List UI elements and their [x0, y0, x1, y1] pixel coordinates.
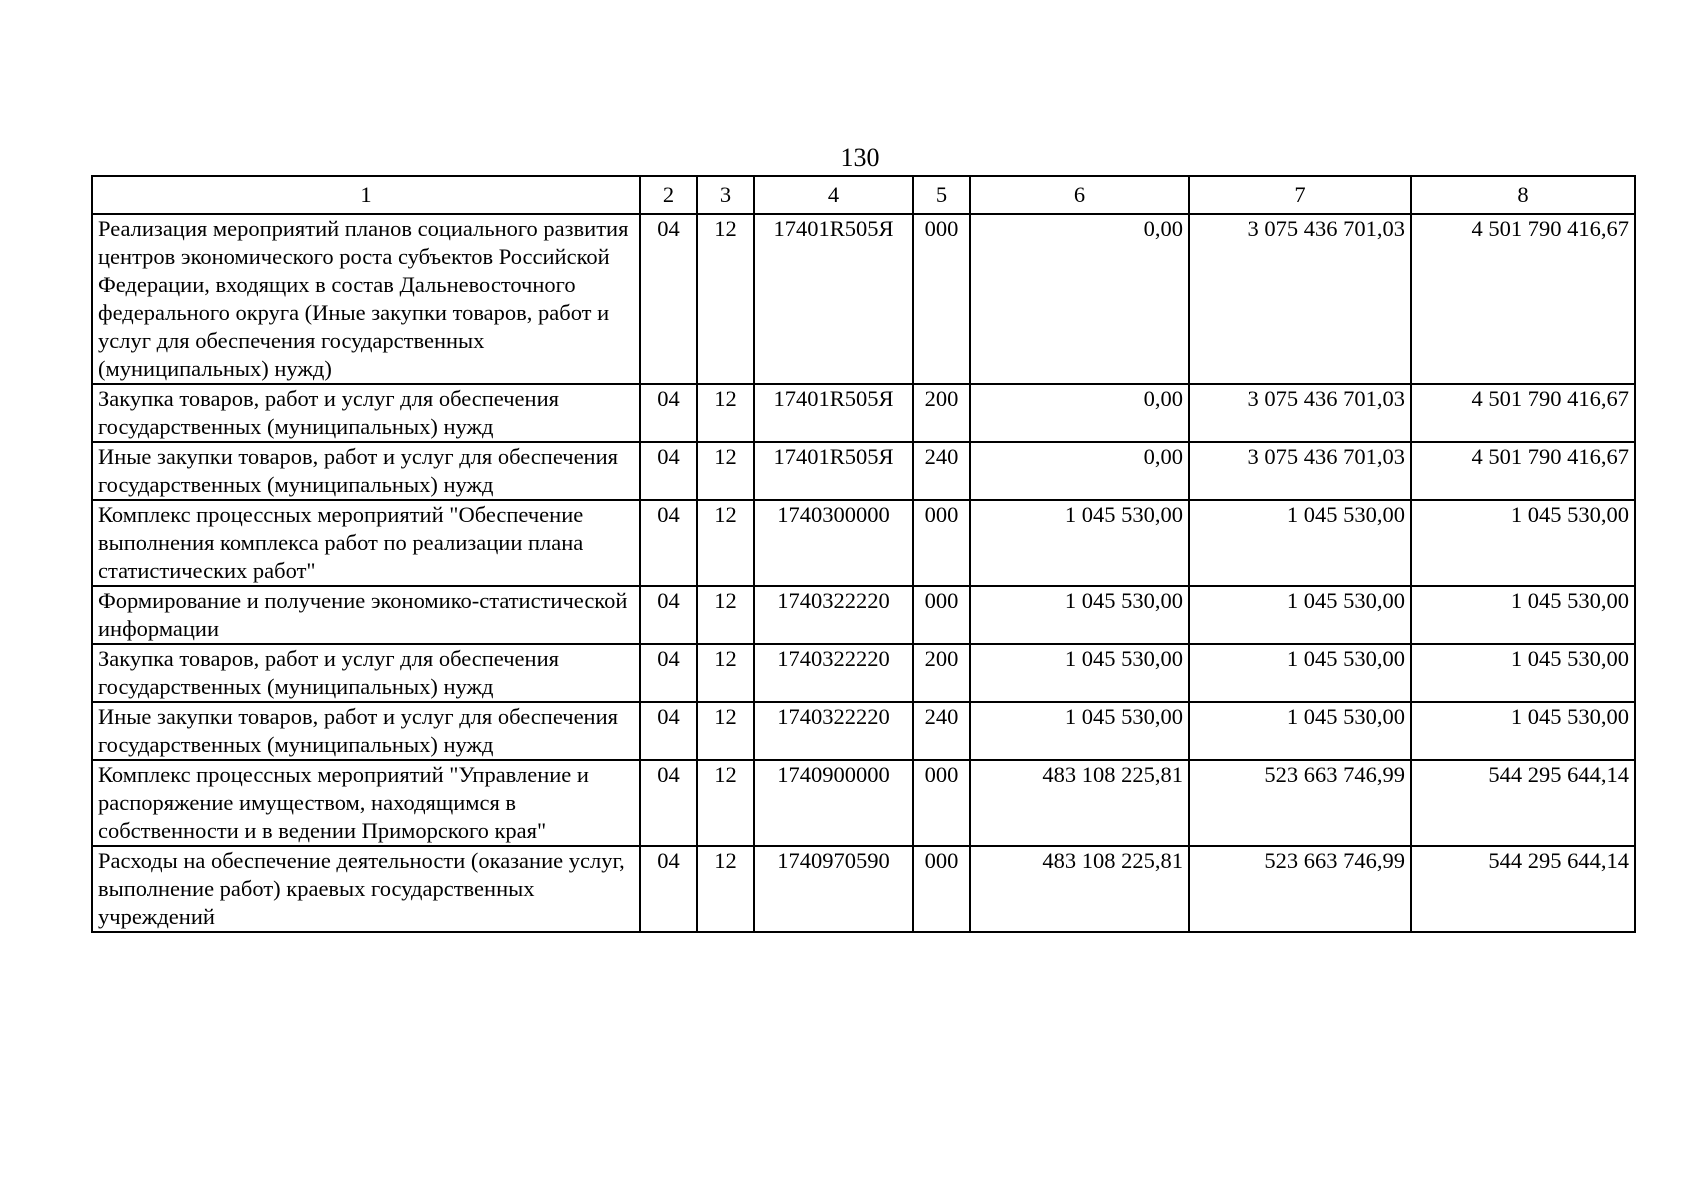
row-subsection: 12 [697, 442, 754, 500]
row-name: Комплекс процессных мероприятий "Управление и распоряжение имуществом, находящимся в собственности и в ведении Приморского края" [92, 760, 640, 846]
row-target: 1740300000 [754, 500, 913, 586]
header-cell-1: 1 [92, 176, 640, 214]
header-cell-7: 7 [1189, 176, 1411, 214]
table-row [92, 384, 1635, 442]
row-amount-6: 1 045 530,00 [970, 644, 1189, 702]
table-row [92, 586, 1635, 644]
header-cell-5: 5 [913, 176, 970, 214]
row-name: Расходы на обеспечение деятельности (оказание услуг, выполнение работ) краевых государственных учреждений [92, 846, 640, 932]
row-name: Иные закупки товаров, работ и услуг для обеспечения государственных (муниципальных) нужд [92, 702, 640, 760]
header-cell-2: 2 [640, 176, 697, 214]
row-expense-type: 000 [913, 846, 970, 932]
row-target: 17401R505Я [754, 384, 913, 442]
row-subsection: 12 [697, 846, 754, 932]
row-amount-6: 1 045 530,00 [970, 586, 1189, 644]
row-amount-6: 483 108 225,81 [970, 846, 1189, 932]
row-target: 1740322220 [754, 702, 913, 760]
row-target: 1740970590 [754, 846, 913, 932]
header-cell-8: 8 [1411, 176, 1635, 214]
row-name: Иные закупки товаров, работ и услуг для обеспечения государственных (муниципальных) нужд [92, 442, 640, 500]
row-amount-7: 1 045 530,00 [1189, 702, 1411, 760]
row-amount-8: 4 501 790 416,67 [1411, 214, 1635, 384]
row-amount-7: 1 045 530,00 [1189, 644, 1411, 702]
row-amount-8: 1 045 530,00 [1411, 586, 1635, 644]
row-section: 04 [640, 500, 697, 586]
table-row [92, 760, 1635, 846]
row-target: 1740322220 [754, 586, 913, 644]
table-row [92, 442, 1635, 500]
row-section: 04 [640, 384, 697, 442]
row-amount-8: 4 501 790 416,67 [1411, 442, 1635, 500]
table-row [92, 500, 1635, 586]
row-amount-8: 4 501 790 416,67 [1411, 384, 1635, 442]
row-name: Формирование и получение экономико-статистической информации [92, 586, 640, 644]
row-amount-6: 483 108 225,81 [970, 760, 1189, 846]
budget-table [91, 175, 1636, 933]
row-amount-8: 1 045 530,00 [1411, 702, 1635, 760]
row-name: Комплекс процессных мероприятий "Обеспечение выполнения комплекса работ по реализации плана статистических работ" [92, 500, 640, 586]
row-target: 17401R505Я [754, 214, 913, 384]
row-amount-7: 523 663 746,99 [1189, 760, 1411, 846]
row-amount-7: 3 075 436 701,03 [1189, 442, 1411, 500]
row-amount-6: 1 045 530,00 [970, 702, 1189, 760]
row-subsection: 12 [697, 760, 754, 846]
row-section: 04 [640, 644, 697, 702]
row-subsection: 12 [697, 644, 754, 702]
row-amount-6: 0,00 [970, 214, 1189, 384]
row-amount-6: 0,00 [970, 442, 1189, 500]
row-subsection: 12 [697, 702, 754, 760]
row-target: 1740900000 [754, 760, 913, 846]
row-amount-8: 544 295 644,14 [1411, 760, 1635, 846]
row-subsection: 12 [697, 384, 754, 442]
row-expense-type: 000 [913, 760, 970, 846]
row-amount-8: 1 045 530,00 [1411, 500, 1635, 586]
row-amount-7: 1 045 530,00 [1189, 586, 1411, 644]
row-name: Закупка товаров, работ и услуг для обеспечения государственных (муниципальных) нужд [92, 384, 640, 442]
row-amount-6: 1 045 530,00 [970, 500, 1189, 586]
row-expense-type: 000 [913, 500, 970, 586]
page-number: 130 [840, 143, 880, 172]
row-section: 04 [640, 586, 697, 644]
table-row [92, 214, 1635, 384]
row-section: 04 [640, 702, 697, 760]
row-amount-8: 544 295 644,14 [1411, 846, 1635, 932]
row-target: 1740322220 [754, 644, 913, 702]
row-amount-7: 3 075 436 701,03 [1189, 384, 1411, 442]
row-expense-type: 240 [913, 702, 970, 760]
header-cell-4: 4 [754, 176, 913, 214]
table-row [92, 846, 1635, 932]
row-amount-7: 1 045 530,00 [1189, 500, 1411, 586]
header-row [92, 176, 1635, 214]
row-amount-7: 523 663 746,99 [1189, 846, 1411, 932]
row-section: 04 [640, 760, 697, 846]
row-expense-type: 000 [913, 586, 970, 644]
row-section: 04 [640, 442, 697, 500]
header-cell-3: 3 [697, 176, 754, 214]
table-row [92, 644, 1635, 702]
row-amount-6: 0,00 [970, 384, 1189, 442]
row-section: 04 [640, 846, 697, 932]
row-subsection: 12 [697, 214, 754, 384]
table-row [92, 702, 1635, 760]
row-expense-type: 000 [913, 214, 970, 384]
header-cell-6: 6 [970, 176, 1189, 214]
row-expense-type: 240 [913, 442, 970, 500]
row-subsection: 12 [697, 500, 754, 586]
row-expense-type: 200 [913, 644, 970, 702]
row-amount-8: 1 045 530,00 [1411, 644, 1635, 702]
row-subsection: 12 [697, 586, 754, 644]
row-target: 17401R505Я [754, 442, 913, 500]
row-section: 04 [640, 214, 697, 384]
row-name: Закупка товаров, работ и услуг для обеспечения государственных (муниципальных) нужд [92, 644, 640, 702]
row-amount-7: 3 075 436 701,03 [1189, 214, 1411, 384]
row-expense-type: 200 [913, 384, 970, 442]
row-name: Реализация мероприятий планов социального развития центров экономического роста субъектов Российской Федерации, входящих в состав Дальневосточного федерального округа (Иные закупки товаров, работ и услуг для обеспечения государственных (муниципальных) нужд) [92, 214, 640, 384]
